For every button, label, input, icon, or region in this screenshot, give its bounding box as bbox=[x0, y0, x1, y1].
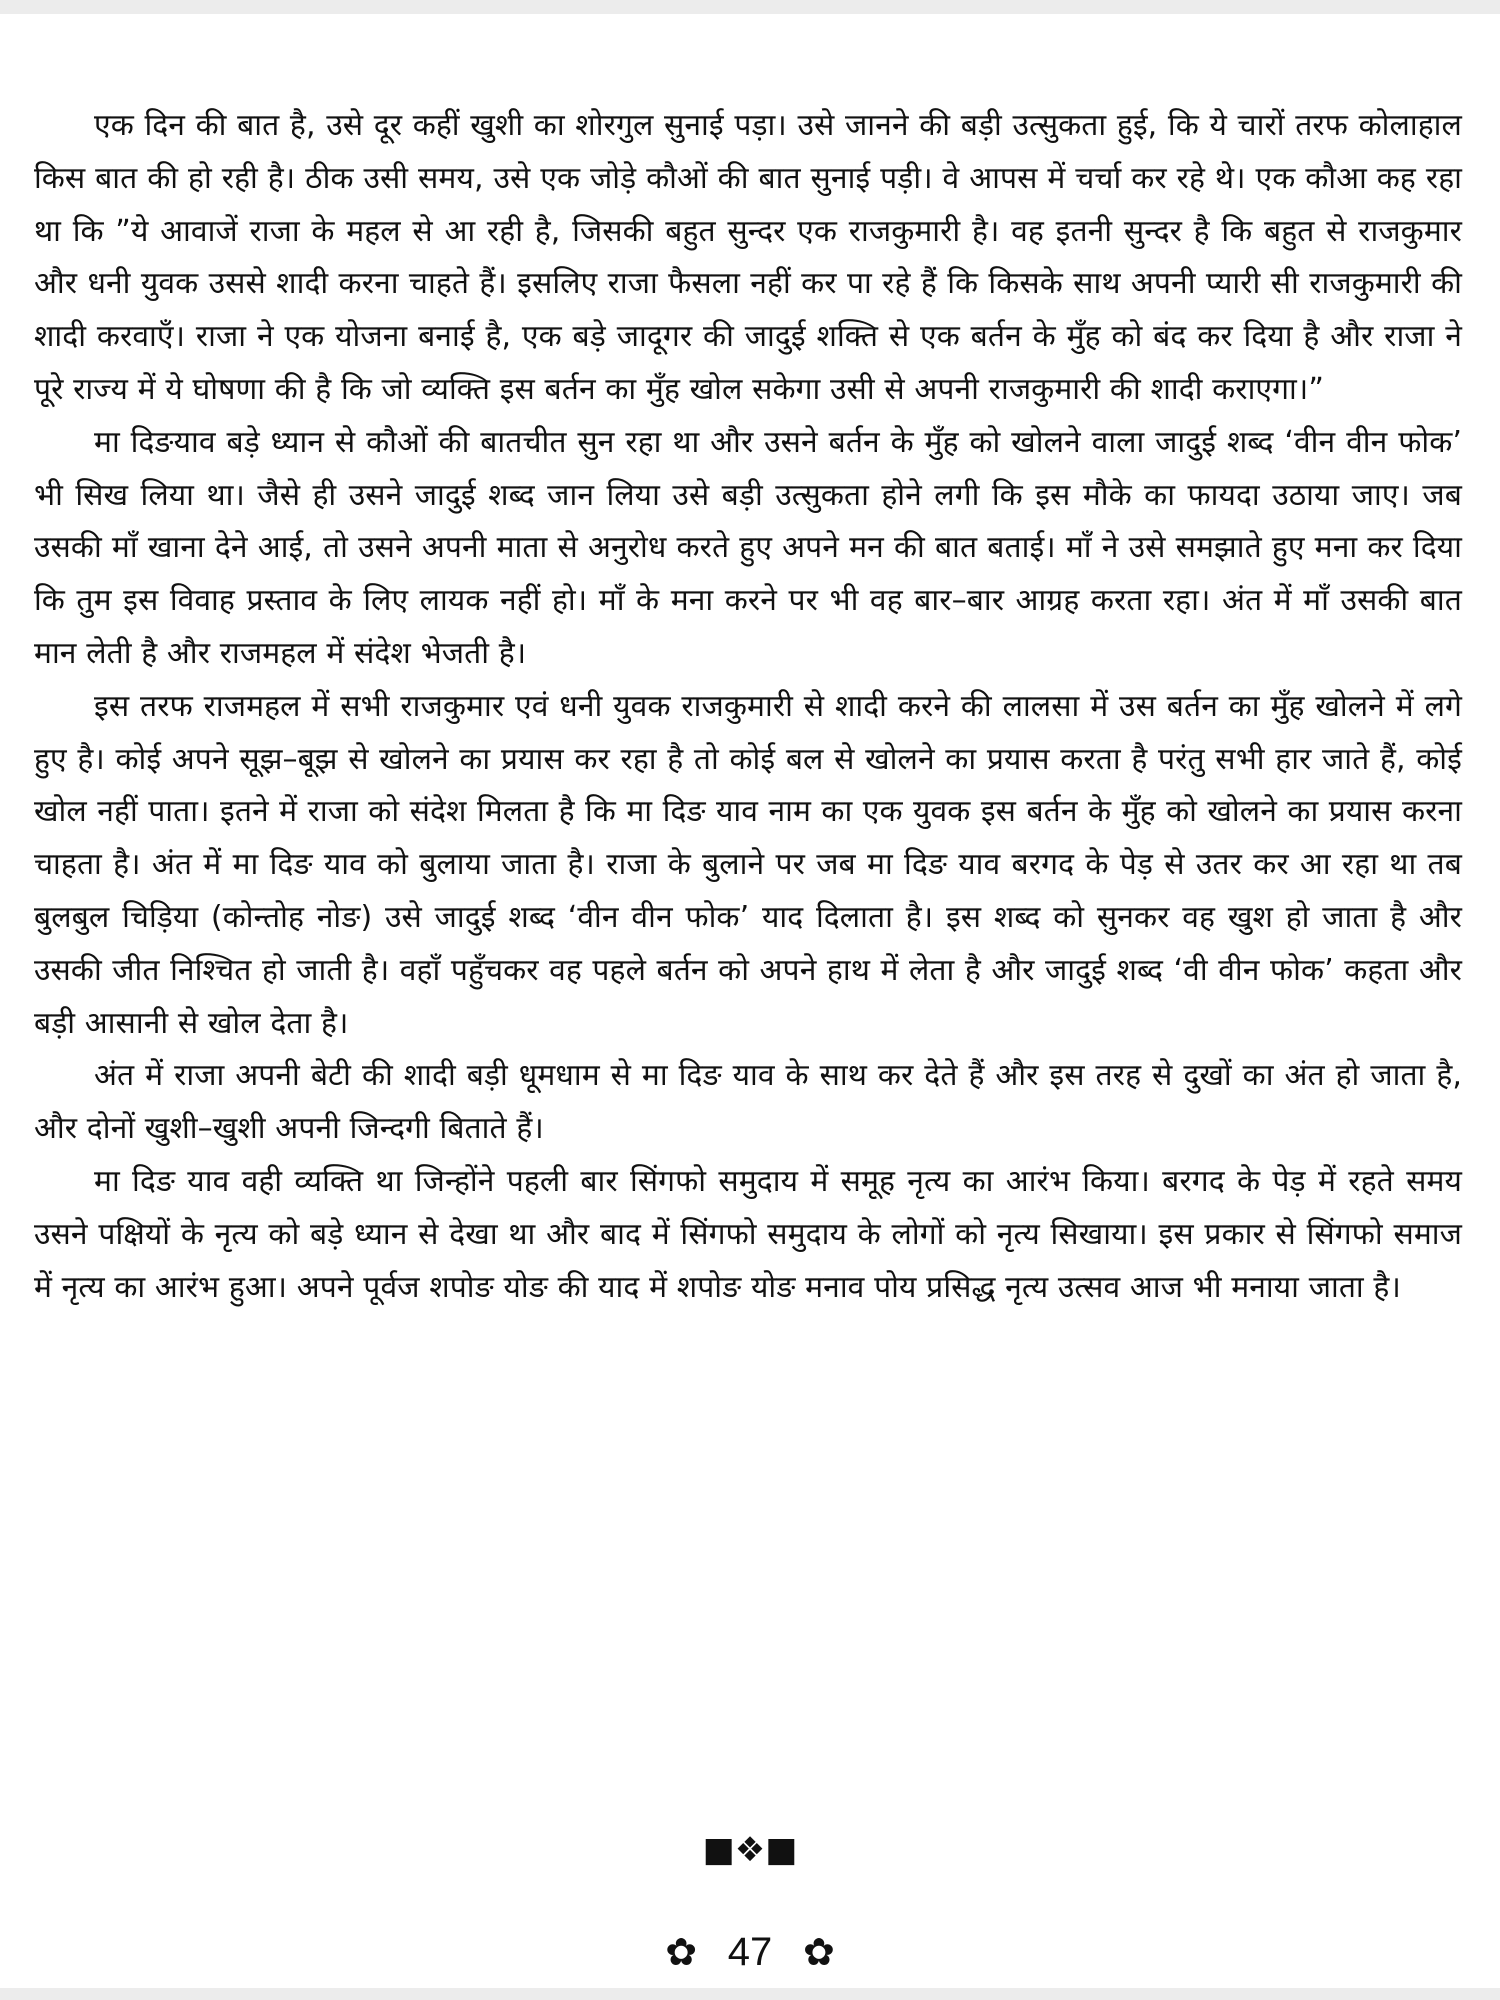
page-number: 47 bbox=[727, 1930, 773, 1974]
body-text bbox=[34, 100, 1462, 1314]
paragraph-5: मा दिङ याव वही व्यक्ति था जिन्होंने पहली बार सिंगफो समुदाय में समूह नृत्य का आरंभ किया। बरगद के पेड़ में रहते समय उसने पक्षियों के नृत्य को बड़े ध्यान से देखा था और बाद में सिंगफो समुदाय के लोगों को नृत्य सिखाया। इस प्रकार से सिंगफो समाज में नृत्य का आरंभ हुआ। अपने पूर्वज शपोङ योङ की याद में शपोङ योङ मनाव पोय प्रसिद्ध नृत्य उत्सव आज भी मनाया जाता है। bbox=[34, 1163, 1462, 1305]
paragraph-2: मा दिङयाव बड़े ध्यान से कौओं की बातचीत सुन रहा था और उसने बर्तन के मुँह को खोलने वाला जादुई शब्द ‘वीन वीन फोक’ भी सिख लिया था। जैसे ही उसने जादुई शब्द जान लिया उसे बड़ी उत्सुकता होने लगी कि इस मौके का फायदा उठाया जाए। जब उसकी माँ खाना देने आई, तो उसने अपनी माता से अनुरोध करते हुए अपने मन की बात बताई। माँ ने उसे समझाते हुए मना कर दिया कि तुम इस विवाह प्रस्ताव के लिए लायक नहीं हो। माँ के मना करने पर भी वह बार–बार आग्रह करता रहा। अंत में माँ उसकी बात मान लेती है और राजमहल में संदेश भेजती है। bbox=[34, 424, 1462, 671]
paragraph-1: एक दिन की बात है, उसे दूर कहीं खुशी का शोरगुल सुनाई पड़ा। उसे जानने की बड़ी उत्सुकता हुई, कि ये चारों तरफ कोलाहाल किस बात की हो रही है। ठीक उसी समय, उसे एक जोड़े कौओं की बात सुनाई पड़ी। वे आपस में चर्चा कर रहे थे। एक कौआ कह रहा था कि ”ये आवाजें राजा के महल से आ रही है, जिसकी बहुत सुन्दर एक राजकुमारी है। वह इतनी सुन्दर है कि बहुत से राजकुमार और धनी युवक उससे शादी करना चाहते हैं। इसलिए राजा फैसला नहीं कर पा रहे हैं कि किसके साथ अपनी प्यारी सी राजकुमारी की शादी करवाएँ। राजा ने एक योजना बनाई है, एक बड़े जादूगर की जादुई शक्ति से एक बर्तन के मुँह को बंद कर दिया है और राजा ने पूरे राज्य में ये घोषणा की है कि जो व्यक्ति इस बर्तन का मुँह खोल सकेगा उसी से अपनी राजकुमारी की शादी कराएगा।” bbox=[34, 108, 1462, 407]
top-scan-edge bbox=[0, 0, 1500, 14]
flower-icon: ✿ bbox=[665, 1930, 698, 1974]
page-footer bbox=[0, 1926, 1500, 1976]
bottom-scan-edge bbox=[0, 1988, 1500, 2000]
paragraph-3: इस तरफ राजमहल में सभी राजकुमार एवं धनी युवक राजकुमारी से शादी करने की लालसा में उस बर्तन का मुँह खोलने में लगे हुए है। कोई अपने सूझ–बूझ से खोलने का प्रयास कर रहा है तो कोई बल से खोलने का प्रयास करता है परंतु सभी हार जाते हैं, कोई खोल नहीं पाता। इतने में राजा को संदेश मिलता है कि मा दिङ याव नाम का एक युवक इस बर्तन के मुँह को खोलने का प्रयास करना चाहता है। अंत में मा दिङ याव को बुलाया जाता है। राजा के बुलाने पर जब मा दिङ याव बरगद के पेड़ से उतर कर आ रहा था तब बुलबुल चिड़िया (कोन्तोह नोङ) उसे जादुई शब्द ‘वीन वीन फोक’ याद दिलाता है। इस शब्द को सुनकर वह खुश हो जाता है और उसकी जीत निश्चित हो जाती है। वहाँ पहुँचकर वह पहले बर्तन को अपने हाथ में लेता है और जादुई शब्द ‘वी वीन फोक’ कहता और बड़ी आसानी से खोल देता है। bbox=[34, 688, 1462, 1041]
section-end-ornament: ■❖■ bbox=[702, 1830, 798, 1870]
paragraph-4: अंत में राजा अपनी बेटी की शादी बड़ी धूमधाम से मा दिङ याव के साथ कर देते हैं और इस तरह से दुखों का अंत हो जाता है, और दोनों खुशी–खुशी अपनी जिन्दगी बिताते हैं। bbox=[34, 1058, 1463, 1147]
flower-icon: ✿ bbox=[802, 1930, 835, 1974]
